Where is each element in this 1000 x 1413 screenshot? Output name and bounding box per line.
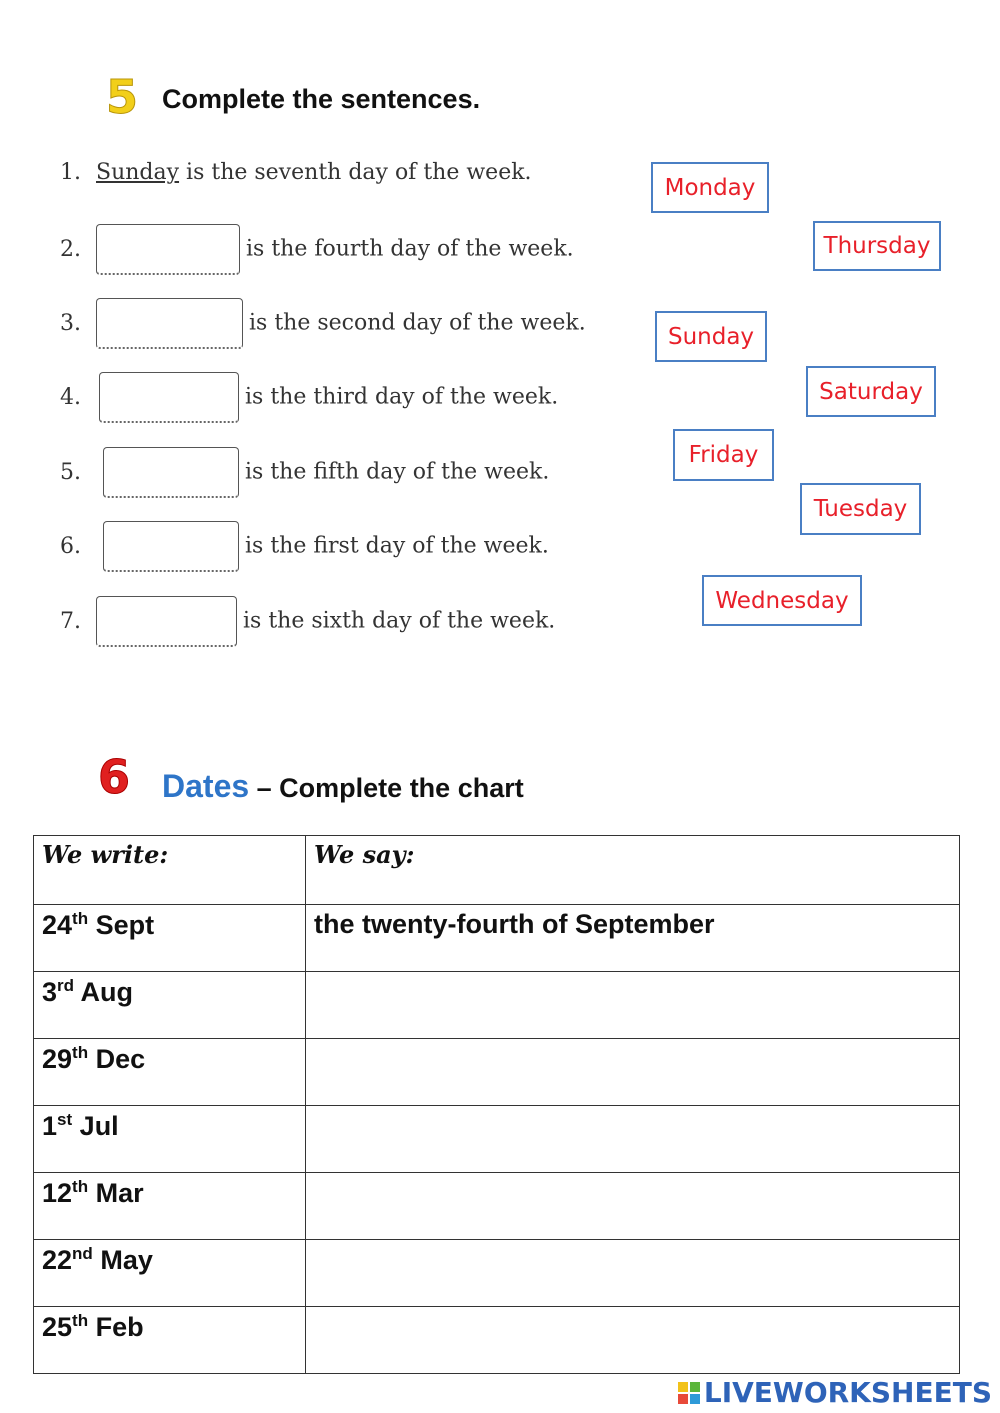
sentence-index: 4.: [60, 384, 81, 410]
date-written: 3rd Aug: [34, 972, 306, 1039]
sentence-2: [60, 224, 574, 264]
header-we-say: We say:: [306, 836, 960, 905]
sentence-index: 7.: [60, 608, 81, 634]
answer-box-5[interactable]: [103, 447, 239, 498]
table-row: [34, 905, 960, 972]
section-number-6: 6: [98, 750, 131, 804]
table-row: [34, 1307, 960, 1374]
answer-box-7[interactable]: [96, 596, 237, 647]
word-card-sunday[interactable]: Sunday: [655, 311, 767, 362]
dates-chart: [33, 835, 960, 1374]
date-written: 22nd May: [34, 1240, 306, 1307]
table-row: [34, 972, 960, 1039]
sentence-index: 6.: [60, 533, 81, 559]
sentence-text: is the seventh day of the week.: [186, 160, 532, 185]
sentence-index: 5.: [60, 459, 81, 485]
section-6-title-rest: – Complete the chart: [249, 773, 524, 803]
liveworksheets-logo: [678, 1376, 992, 1409]
answer-box-6[interactable]: [103, 521, 239, 572]
header-we-write: We write:: [34, 836, 306, 905]
date-spoken-input[interactable]: [306, 972, 960, 1039]
answer-box-2[interactable]: [96, 224, 240, 275]
date-spoken-input[interactable]: [306, 1240, 960, 1307]
word-card-wednesday[interactable]: Wednesday: [702, 575, 862, 626]
date-spoken: the twenty-fourth of September: [306, 905, 960, 972]
sentence-text: is the second day of the week.: [249, 310, 586, 336]
word-card-friday[interactable]: Friday: [673, 429, 774, 481]
sentence-3: [60, 298, 586, 338]
answer-box-3[interactable]: [96, 298, 243, 349]
date-written: 25th Feb: [34, 1307, 306, 1374]
date-written: 24th Sept: [34, 905, 306, 972]
sentence-index: 2.: [60, 236, 81, 262]
date-written: 1st Jul: [34, 1106, 306, 1173]
logo-text: LIVEWORKSHEETS: [703, 1376, 992, 1409]
sentence-text: is the third day of the week.: [245, 384, 559, 410]
sentence-text: is the fifth day of the week.: [245, 459, 550, 485]
table-row: [34, 1106, 960, 1173]
table-row: [34, 1173, 960, 1240]
sentence-example: [60, 153, 532, 193]
table-header-row: [34, 836, 960, 905]
word-card-tuesday[interactable]: Tuesday: [800, 483, 921, 535]
word-card-monday[interactable]: Monday: [651, 162, 769, 213]
sentence-index: 3.: [60, 310, 81, 336]
logo-icon: [678, 1382, 700, 1404]
word-card-thursday[interactable]: Thursday: [813, 221, 941, 271]
section-6-title: [162, 768, 524, 805]
section-number-5: 5: [106, 70, 139, 124]
date-spoken-input[interactable]: [306, 1106, 960, 1173]
word-card-saturday[interactable]: Saturday: [806, 366, 936, 417]
date-spoken-input[interactable]: [306, 1039, 960, 1106]
sentence-index: 1.: [60, 160, 81, 185]
sentence-5: [60, 447, 549, 487]
date-spoken-input[interactable]: [306, 1307, 960, 1374]
table-row: [34, 1039, 960, 1106]
date-spoken-input[interactable]: [306, 1173, 960, 1240]
sentence-text: is the first day of the week.: [245, 533, 549, 559]
section-6-title-highlight: Dates: [162, 768, 250, 804]
sentence-6: [60, 521, 549, 561]
sentence-text: is the fourth day of the week.: [246, 236, 574, 262]
sentence-4: [60, 372, 558, 412]
section-5-title: Complete the sentences.: [162, 84, 481, 114]
table-row: [34, 1240, 960, 1307]
date-written: 29th Dec: [34, 1039, 306, 1106]
answer-box-4[interactable]: [99, 372, 239, 423]
example-answer: Sunday: [96, 160, 180, 185]
sentence-7: [60, 596, 555, 636]
sentence-text: is the sixth day of the week.: [243, 608, 556, 634]
date-written: 12th Mar: [34, 1173, 306, 1240]
